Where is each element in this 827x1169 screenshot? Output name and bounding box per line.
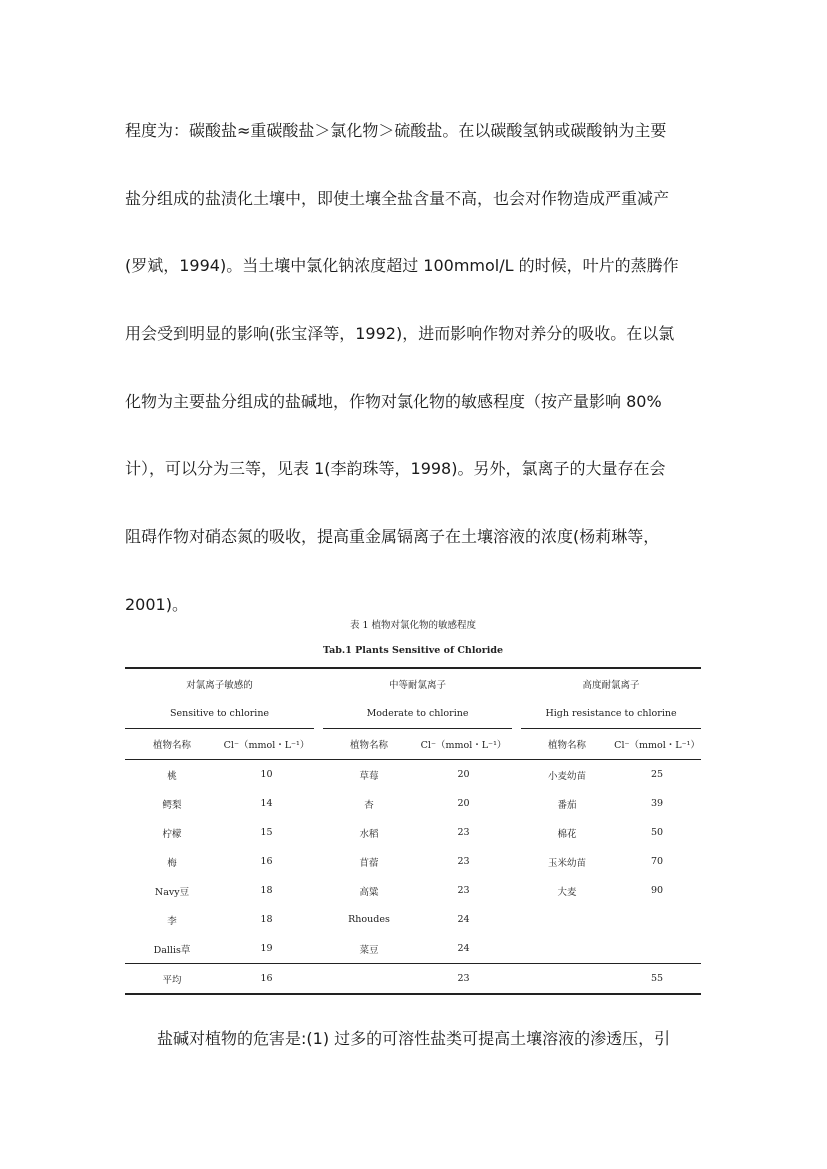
- plant-name-cell: 棉花: [557, 828, 577, 840]
- column-header-name: 植物名称: [521, 729, 613, 760]
- chloride-value-cell: 50: [650, 827, 664, 838]
- body-paragraph-2: [125, 1005, 705, 1073]
- chloride-value-cell: 25: [650, 769, 664, 780]
- average-label: [521, 964, 613, 995]
- column-header-name: 植物名称: [125, 729, 219, 760]
- table-row: [125, 934, 701, 964]
- average-label: [323, 964, 415, 995]
- chloride-value-cell: 23: [457, 885, 470, 896]
- table-row: [125, 789, 701, 818]
- plant-name-cell: 大麦: [557, 886, 577, 898]
- average-value: 16: [219, 964, 314, 995]
- chloride-value-cell: 20: [457, 769, 470, 780]
- group-high-cn: 高度耐氯离子: [521, 668, 701, 699]
- text-line: 计），可以分为三等，见表 1(李韵珠等，1998)。另外，氯离子的大量存在会: [125, 459, 666, 479]
- plant-name-cell: [521, 905, 613, 934]
- group-high-en: High resistance to chlorine: [545, 708, 677, 719]
- chloride-value-cell: 23: [457, 856, 470, 867]
- plant-name-cell: 梅: [167, 857, 177, 869]
- average-label: 平均: [125, 964, 219, 995]
- chloride-value-cell: [613, 934, 701, 964]
- chloride-value-cell: 18: [260, 885, 273, 896]
- plant-name-cell: 水稻: [359, 828, 379, 840]
- table-row: [125, 760, 701, 790]
- group-moderate-en: Moderate to chlorine: [366, 708, 469, 719]
- plant-name-cell: Navy豆: [154, 886, 190, 898]
- text-line: 程度为：碳酸盐≈重碳酸盐＞氯化物＞硫酸盐。在以碳酸氢钠或碳酸钠为主要: [125, 121, 667, 140]
- plant-name-cell: 柠檬: [162, 828, 182, 840]
- chloride-value-cell: 15: [260, 827, 273, 838]
- plant-name-cell: 番茄: [557, 799, 577, 811]
- chloride-value-cell: 18: [260, 914, 273, 925]
- chloride-value-cell: 23: [457, 827, 470, 838]
- plant-name-cell: Rhoudes: [348, 914, 390, 925]
- chloride-value-cell: 14: [260, 798, 273, 809]
- plant-name-cell: 菜豆: [359, 944, 379, 956]
- plant-name-cell: 高粱: [359, 886, 379, 898]
- chloride-value-cell: 39: [650, 798, 664, 809]
- text-line: 用会受到明显的影响(张宝泽等，1992)，进而影响作物对养分的吸收。在以氯: [125, 324, 675, 344]
- plant-name-cell: 小麦幼苗: [548, 770, 587, 782]
- chloride-value-cell: 24: [457, 914, 470, 925]
- body-paragraph: [125, 97, 705, 639]
- chloride-value-cell: 10: [260, 769, 273, 780]
- chloride-value-cell: 19: [260, 943, 273, 954]
- plant-name-cell: 鳄梨: [162, 799, 182, 811]
- average-row: [125, 964, 701, 995]
- column-header-value: Cl⁻（mmol・L⁻¹）: [415, 729, 512, 760]
- plant-name-cell: 草莓: [359, 770, 379, 782]
- column-header-row: [125, 729, 701, 760]
- average-value: 23: [415, 964, 512, 995]
- chloride-value-cell: 70: [650, 856, 664, 867]
- chloride-sensitivity-table: [125, 667, 701, 995]
- chloride-value-cell: [613, 905, 701, 934]
- column-header-value: Cl⁻（mmol・L⁻¹）: [219, 729, 314, 760]
- column-header-name: 植物名称: [323, 729, 415, 760]
- group-header-row-en: [125, 699, 701, 729]
- chloride-value-cell: 16: [260, 856, 273, 867]
- text-line: 盐碱对植物的危害是:(1) 过多的可溶性盐类可提高土壤溶液的渗透压，引: [157, 1029, 671, 1048]
- plant-name-cell: 杏: [364, 799, 374, 811]
- plant-name-cell: 李: [167, 915, 177, 927]
- table-row: [125, 876, 701, 905]
- chloride-value-cell: 20: [457, 798, 470, 809]
- chloride-value-cell: 90: [650, 885, 664, 896]
- plant-name-cell: 苜蓿: [359, 857, 379, 869]
- group-moderate-cn: 中等耐氯离子: [323, 668, 512, 699]
- table-row: [125, 905, 701, 934]
- group-sensitive-cn: 对氯离子敏感的: [125, 668, 314, 699]
- average-value: 55: [613, 964, 701, 995]
- table-caption-cn: 表 1 植物对氯化物的敏感程度: [349, 620, 477, 631]
- table-caption-en: Tab.1 Plants Sensitive of Chloride: [322, 645, 504, 656]
- text-line: (罗斌，1994)。当土壤中氯化钠浓度超过 100mmol/L 的时候，叶片的蒸腾作: [125, 256, 679, 276]
- group-header-row: [125, 668, 701, 699]
- table-row: [125, 818, 701, 847]
- column-header-value: Cl⁻（mmol・L⁻¹）: [613, 729, 701, 760]
- plant-name-cell: Dallis草: [153, 944, 191, 956]
- chloride-value-cell: 24: [457, 943, 470, 954]
- text-line: 阻碍作物对硝态氮的吸收，提高重金属镉离子在土壤溶液的浓度(杨莉琳等，: [125, 527, 660, 547]
- group-sensitive-en: Sensitive to chlorine: [169, 708, 270, 719]
- text-line: 盐分组成的盐渍化土壤中，即使土壤全盐含量不高，也会对作物造成严重减产: [125, 188, 670, 208]
- plant-name-cell: [521, 934, 613, 964]
- text-line: 2001)。: [125, 594, 188, 614]
- plant-name-cell: 桃: [167, 770, 177, 782]
- table-row: [125, 847, 701, 876]
- plant-name-cell: 玉米幼苗: [548, 857, 587, 869]
- text-line: 化物为主要盐分组成的盐碱地，作物对氯化物的敏感程度（按产量影响 80%: [125, 391, 662, 411]
